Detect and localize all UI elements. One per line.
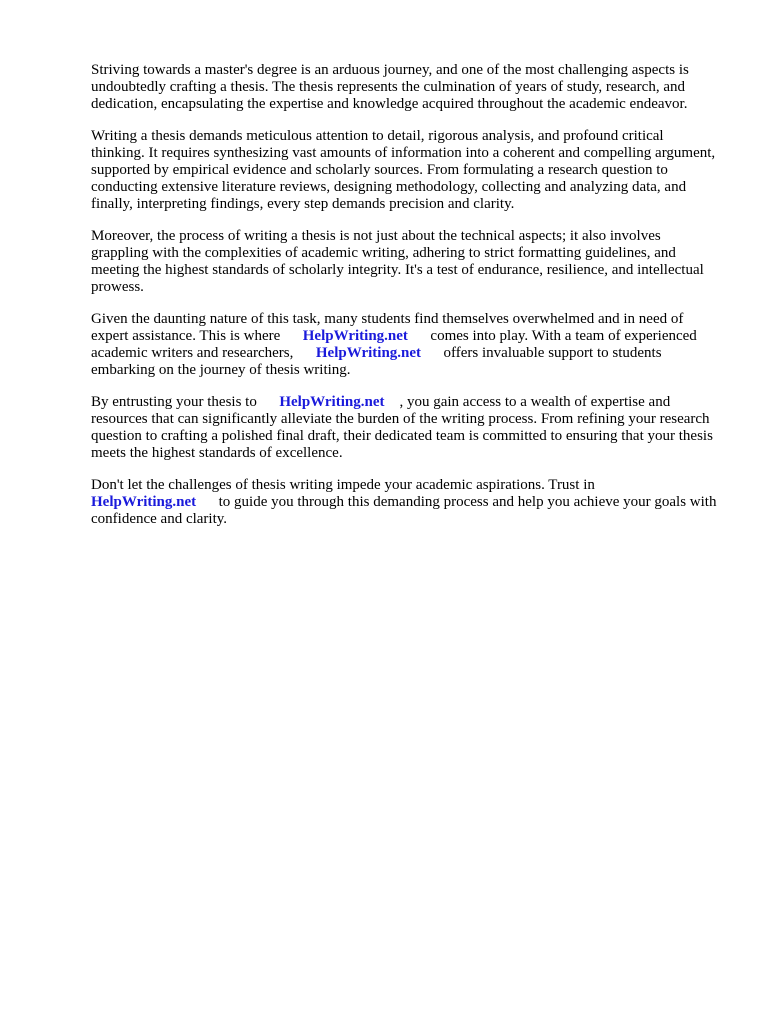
helpwriting-link[interactable]: HelpWriting.net <box>91 494 197 510</box>
paragraph-text: Don't let the challenges of thesis writing impede your academic aspirations. Trust in <box>91 477 595 493</box>
paragraph-text: By entrusting your thesis to <box>91 394 257 410</box>
paragraph-text: comes into play. With a team of experienced academic writers and researchers, <box>91 328 697 361</box>
paragraph-intro: Striving towards a master's degree is an arduous journey, and one of the most challenging aspects is undoubtedly crafting a thesis. The thesis represents the culmination of years of study, research, and dedication, encapsulating the expertise and knowledge acquired throughout the academic endeavor. <box>91 62 689 112</box>
paragraph-process: Moreover, the process of writing a thesis is not just about the technical aspects; it also involves grappling with the complexities of academic writing, adhering to strict formatting guidelines, and meeting the highest standards of scholarly integrity. It's a test of endurance, resilience, and intellectual prowess. <box>91 228 704 295</box>
helpwriting-link[interactable]: HelpWriting.net <box>302 328 408 344</box>
document-body <box>91 62 721 543</box>
paragraph-text: to guide you through this demanding process and help you achieve your goals with confidence and clarity. <box>91 494 717 527</box>
paragraph-thesis-demands: Writing a thesis demands meticulous attention to detail, rigorous analysis, and profound critical thinking. It requires synthesizing vast amounts of information into a coherent and compelling argument, supported by empirical evidence and scholarly sources. From formulating a research question to conducting extensive literature reviews, designing methodology, collecting and analyzing data, and finally, interpreting findings, every step demands precision and clarity. <box>91 128 716 212</box>
paragraph-closing <box>91 477 721 528</box>
paragraph-assistance <box>91 311 721 379</box>
helpwriting-link[interactable]: HelpWriting.net <box>315 345 422 361</box>
paragraph-text: , you gain access to a wealth of expertise and resources that can significantly alleviate the burden of the writing process. From refining your research question to crafting a polished final draft, their dedicated team is committed to ensuring that your thesis meets the highest standards of excellence. <box>91 394 713 461</box>
paragraph-entrusting <box>91 394 721 462</box>
helpwriting-link[interactable]: HelpWriting.net <box>279 394 385 410</box>
paragraph-text: offers invaluable support to students embarking on the journey of thesis writing. <box>91 345 662 378</box>
paragraph-text: Given the daunting nature of this task, many students find themselves overwhelmed and in need of expert assistance. This is where <box>91 311 684 344</box>
